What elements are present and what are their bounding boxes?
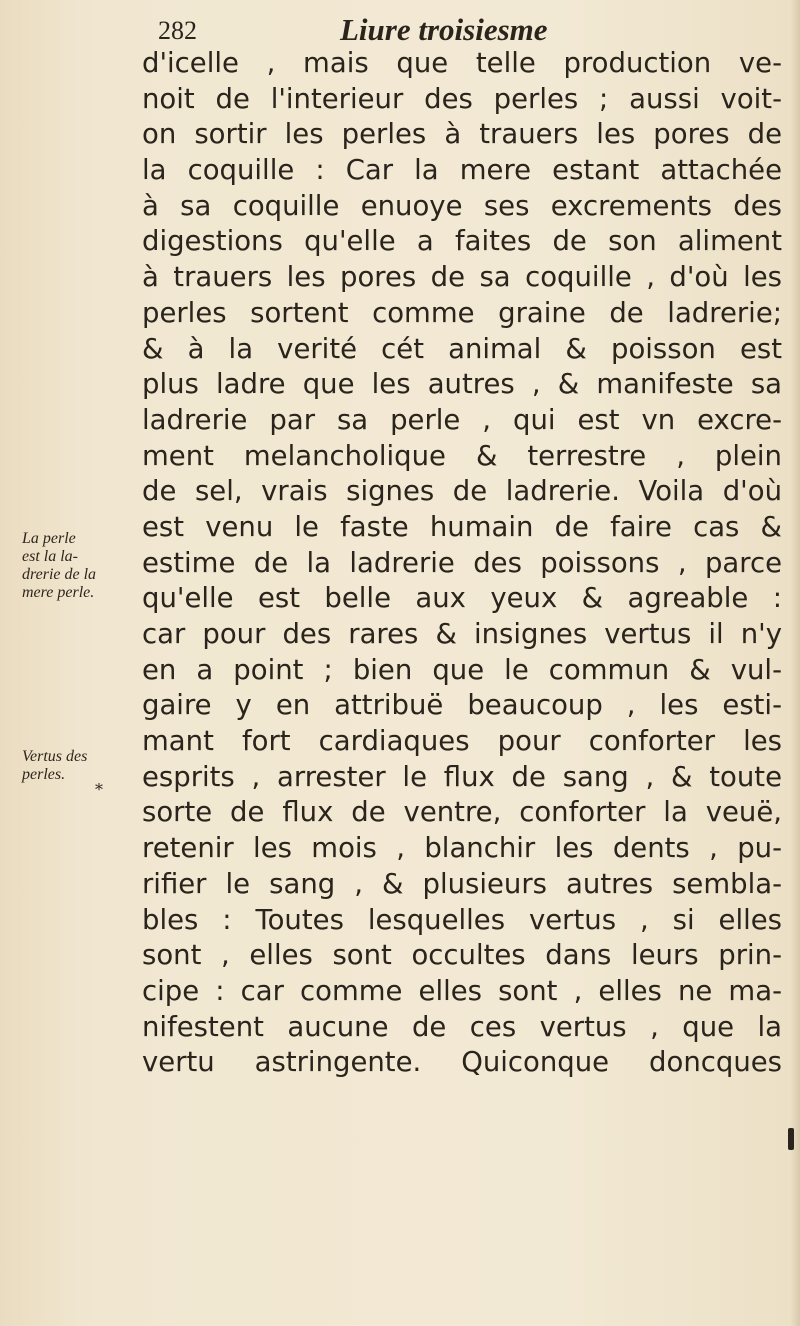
text-line: à trauers les pores de sa coquille , d'où les — [142, 261, 782, 294]
page-number: 282 — [158, 16, 197, 45]
text-line: car pour des rares & insignes vertus il n'y — [142, 618, 782, 650]
text-line: cipe : car comme elles sont , elles ne ma- — [142, 974, 782, 1007]
text-line: sont , elles sont occultes dans leurs prin- — [142, 939, 782, 972]
margin-note-line: est la la- — [22, 548, 78, 565]
text-line: gaire y en attribuë beaucoup , les esti- — [142, 689, 782, 722]
text-line: noit de l'interieur des perles ; aussi voit- — [142, 82, 782, 115]
text-line: ment melancholique & terrestre , plein — [142, 439, 782, 472]
text-line: & à la verité cét animal & poisson est — [142, 332, 782, 365]
text-line: plus ladre que les autres , & manifeste sa — [142, 368, 782, 401]
text-line: perles sortent comme graine de ladrerie; — [142, 296, 782, 329]
text-line: retenir les mois , blanchir les dents , pu- — [142, 832, 782, 865]
margin-note-pearl-leprosy — [22, 530, 140, 602]
asterisk-mark: * — [95, 780, 103, 799]
text-line: à sa coquille enuoye ses excrements des — [142, 189, 782, 222]
text-line: d'icelle , mais que telle production ve- — [142, 47, 782, 79]
margin-note-pearl-virtues — [22, 748, 140, 784]
text-line: mant fort cardiaques pour conforter les — [142, 725, 782, 758]
text-line: digestions qu'elle a faites de son aliment — [142, 225, 782, 258]
text-line: esprits , arrester le flux de sang , & toute — [142, 760, 782, 793]
text-line: sorte de flux de ventre, conforter la veuë, — [142, 796, 782, 829]
margin-note-line: drerie de la — [22, 566, 97, 583]
body-text — [142, 46, 782, 1081]
margin-note-line: perles. — [22, 766, 66, 783]
text-line: bles : Toutes lesquelles vertus , si elles — [142, 903, 782, 936]
running-title: Liure troisiesme — [340, 12, 548, 47]
text-line: en a point ; bien que le commun & vul- — [142, 653, 782, 686]
text-line: ladrerie par sa perle , qui est vn excre- — [142, 403, 782, 436]
margin-note-line: Vertus des — [22, 748, 88, 765]
text-line: nifestent aucune de ces vertus , que la — [142, 1010, 782, 1043]
margin-note-line: La perle — [22, 530, 76, 547]
text-line: rifier le sang , & plusieurs autres sembla- — [142, 867, 782, 900]
text-line: on sortir les perles à trauers les pores de — [142, 118, 782, 151]
text-line: de sel, vrais signes de ladrerie. Voila d'où — [142, 475, 782, 508]
text-line: estime de la ladrerie des poissons , parce — [142, 546, 782, 579]
text-line: qu'elle est belle aux yeux & agreable : — [142, 582, 782, 615]
page-ink-mark — [788, 1128, 794, 1150]
margin-note-line: mere perle. — [22, 584, 95, 601]
text-line: vertu astringente. Quiconque doncques — [142, 1046, 782, 1079]
text-line: est venu le faste humain de faire cas & — [142, 510, 782, 543]
text-line: la coquille : Car la mere estant attachée — [142, 154, 782, 187]
